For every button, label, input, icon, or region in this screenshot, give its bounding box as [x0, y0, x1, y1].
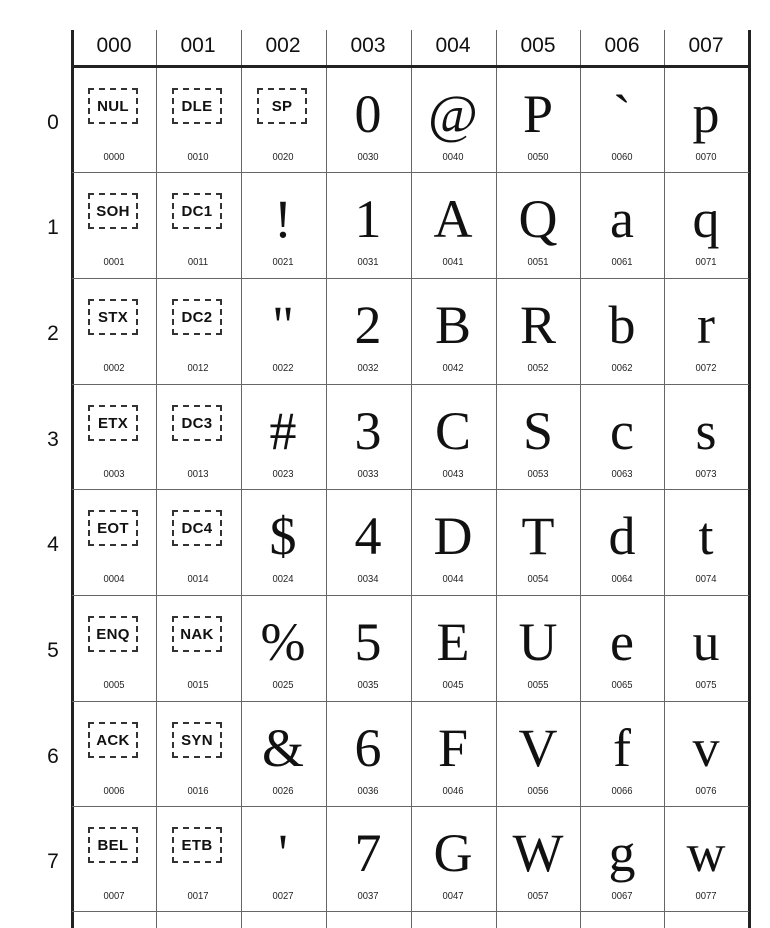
character-cell	[664, 489, 748, 594]
character-cell	[326, 806, 410, 911]
control-character-label: DC1	[172, 193, 222, 229]
control-character-label: BEL	[88, 827, 138, 863]
code-point: 0073	[695, 468, 717, 480]
character-cell	[411, 278, 495, 383]
column-header: 002	[265, 34, 301, 57]
character-cell	[664, 701, 748, 806]
code-point: 0007	[103, 890, 125, 902]
grid-line-horizontal	[72, 278, 749, 279]
character-cell	[156, 172, 240, 277]
control-character-label: STX	[88, 299, 138, 335]
column-header: 005	[520, 34, 556, 57]
code-point: 0037	[357, 890, 379, 902]
code-point: 0071	[695, 256, 717, 268]
code-point: 0076	[695, 785, 717, 797]
code-point: 0066	[611, 785, 633, 797]
code-point: 0013	[187, 468, 209, 480]
character-glyph: q	[692, 189, 720, 249]
character-glyph: c	[610, 401, 634, 461]
row-header: 6	[47, 745, 59, 768]
character-cell	[156, 806, 240, 911]
code-point: 0004	[103, 573, 125, 585]
character-glyph: &	[261, 718, 304, 778]
character-glyph: 4	[354, 506, 382, 566]
grid-line-horizontal	[72, 489, 749, 490]
code-point: 0074	[695, 573, 717, 585]
code-point: 0043	[442, 468, 464, 480]
character-cell	[156, 278, 240, 383]
character-cell	[326, 384, 410, 489]
character-glyph: C	[434, 401, 472, 461]
code-point: 0040	[442, 151, 464, 163]
character-cell	[496, 278, 580, 383]
character-glyph: d	[608, 506, 636, 566]
character-cell	[580, 172, 664, 277]
code-point: 0052	[527, 362, 549, 374]
character-glyph: F	[437, 718, 469, 778]
code-point: 0057	[527, 890, 549, 902]
code-point: 0044	[442, 573, 464, 585]
control-character-label: ACK	[88, 722, 138, 758]
code-point: 0045	[442, 679, 464, 691]
character-cell	[664, 278, 748, 383]
control-character-label: SP	[257, 88, 307, 124]
character-glyph: Q	[518, 189, 558, 249]
column-header: 007	[688, 34, 724, 57]
grid-line-horizontal	[72, 595, 749, 596]
character-cell	[496, 489, 580, 594]
character-cell	[580, 384, 664, 489]
character-glyph: 5	[354, 612, 382, 672]
code-point: 0022	[272, 362, 294, 374]
code-point: 0017	[187, 890, 209, 902]
code-point: 0023	[272, 468, 294, 480]
code-point: 0061	[611, 256, 633, 268]
code-point: 0046	[442, 785, 464, 797]
character-cell	[496, 595, 580, 700]
character-cell	[496, 67, 580, 172]
row-header: 0	[47, 111, 59, 134]
character-cell	[241, 384, 325, 489]
character-cell	[72, 489, 156, 594]
character-cell	[496, 172, 580, 277]
character-glyph: w	[686, 823, 726, 883]
character-cell	[496, 806, 580, 911]
grid-line-vertical	[326, 30, 327, 928]
character-cell	[664, 595, 748, 700]
character-cell	[326, 701, 410, 806]
row-header: 4	[47, 533, 59, 556]
row-header: 7	[47, 850, 59, 873]
code-point: 0027	[272, 890, 294, 902]
character-cell	[241, 595, 325, 700]
grid-line-vertical	[156, 30, 157, 928]
character-glyph: G	[433, 823, 473, 883]
character-cell	[241, 489, 325, 594]
character-glyph: E	[436, 612, 470, 672]
character-glyph: r	[697, 295, 715, 355]
character-cell	[411, 172, 495, 277]
character-glyph: b	[608, 295, 636, 355]
character-cell	[72, 172, 156, 277]
character-cell	[411, 67, 495, 172]
character-cell	[241, 278, 325, 383]
code-point: 0031	[357, 256, 379, 268]
character-glyph: 6	[354, 718, 382, 778]
character-cell	[580, 278, 664, 383]
code-point: 0051	[527, 256, 549, 268]
code-point: 0005	[103, 679, 125, 691]
character-glyph: `	[613, 84, 631, 144]
character-glyph: R	[519, 295, 557, 355]
code-point: 0050	[527, 151, 549, 163]
code-point: 0067	[611, 890, 633, 902]
control-character-label: ETB	[172, 827, 222, 863]
character-cell	[326, 595, 410, 700]
control-character-label: DC4	[172, 510, 222, 546]
code-point: 0003	[103, 468, 125, 480]
character-glyph: "	[271, 295, 295, 355]
code-point: 0072	[695, 362, 717, 374]
character-glyph: S	[522, 401, 554, 461]
code-point: 0070	[695, 151, 717, 163]
character-cell	[580, 595, 664, 700]
grid-line-horizontal	[72, 65, 749, 68]
character-glyph: '	[278, 823, 288, 883]
character-glyph: 1	[354, 189, 382, 249]
character-glyph: 2	[354, 295, 382, 355]
character-glyph: A	[433, 189, 473, 249]
character-cell	[72, 701, 156, 806]
character-cell	[580, 489, 664, 594]
character-cell	[241, 172, 325, 277]
character-cell	[72, 67, 156, 172]
character-cell	[156, 701, 240, 806]
character-cell	[241, 701, 325, 806]
character-cell	[580, 701, 664, 806]
column-header: 006	[604, 34, 640, 57]
character-cell	[411, 806, 495, 911]
code-point: 0042	[442, 362, 464, 374]
column-header: 000	[96, 34, 132, 57]
row-header: 3	[47, 428, 59, 451]
grid-line-vertical	[71, 30, 74, 928]
code-point: 0056	[527, 785, 549, 797]
character-cell	[72, 595, 156, 700]
character-cell	[664, 806, 748, 911]
character-cell	[580, 806, 664, 911]
code-point: 0035	[357, 679, 379, 691]
character-cell	[496, 384, 580, 489]
code-point: 0000	[103, 151, 125, 163]
grid-line-horizontal	[72, 806, 749, 807]
character-cell	[580, 67, 664, 172]
code-point: 0030	[357, 151, 379, 163]
character-glyph: u	[692, 612, 720, 672]
code-point: 0075	[695, 679, 717, 691]
control-character-label: DC2	[172, 299, 222, 335]
code-point: 0016	[187, 785, 209, 797]
character-cell	[664, 67, 748, 172]
row-header: 5	[47, 639, 59, 662]
character-glyph: #	[269, 401, 297, 461]
control-character-label: SYN	[172, 722, 222, 758]
character-glyph: 3	[354, 401, 382, 461]
control-character-label: SOH	[88, 193, 138, 229]
control-character-label: NAK	[172, 616, 222, 652]
character-glyph: U	[518, 612, 558, 672]
code-point: 0006	[103, 785, 125, 797]
character-glyph: g	[608, 823, 636, 883]
character-glyph: P	[522, 84, 554, 144]
code-point: 0047	[442, 890, 464, 902]
character-cell	[156, 489, 240, 594]
character-glyph: p	[692, 84, 720, 144]
column-header: 001	[180, 34, 216, 57]
character-cell	[72, 278, 156, 383]
character-glyph: B	[434, 295, 472, 355]
grid-line-vertical	[241, 30, 242, 928]
character-glyph: a	[610, 189, 634, 249]
character-glyph: t	[698, 506, 714, 566]
grid-line-horizontal	[72, 911, 749, 912]
character-cell	[72, 806, 156, 911]
character-cell	[664, 172, 748, 277]
character-glyph: %	[260, 612, 306, 672]
grid-line-horizontal	[72, 384, 749, 385]
code-point: 0020	[272, 151, 294, 163]
character-cell	[72, 384, 156, 489]
code-point: 0077	[695, 890, 717, 902]
character-cell	[411, 701, 495, 806]
character-glyph: 7	[354, 823, 382, 883]
grid-line-horizontal	[72, 701, 749, 702]
grid-line-vertical	[580, 30, 581, 928]
code-point: 0002	[103, 362, 125, 374]
grid-line-horizontal	[72, 172, 749, 173]
character-glyph: s	[695, 401, 717, 461]
grid-line-vertical	[496, 30, 497, 928]
code-point: 0041	[442, 256, 464, 268]
code-point: 0053	[527, 468, 549, 480]
character-glyph: v	[692, 718, 720, 778]
row-header: 2	[47, 322, 59, 345]
control-character-label: NUL	[88, 88, 138, 124]
character-glyph: T	[521, 506, 555, 566]
column-header: 004	[435, 34, 471, 57]
code-point: 0036	[357, 785, 379, 797]
character-cell	[326, 489, 410, 594]
code-point: 0024	[272, 573, 294, 585]
character-cell	[156, 384, 240, 489]
code-point: 0055	[527, 679, 549, 691]
code-point: 0014	[187, 573, 209, 585]
character-cell	[241, 67, 325, 172]
character-cell	[326, 278, 410, 383]
code-point: 0054	[527, 573, 549, 585]
grid-line-vertical	[664, 30, 665, 928]
code-point: 0011	[187, 256, 209, 268]
code-point: 0015	[187, 679, 209, 691]
character-glyph: @	[428, 84, 478, 144]
code-point: 0032	[357, 362, 379, 374]
code-point: 0065	[611, 679, 633, 691]
character-glyph: !	[274, 189, 292, 249]
row-header: 1	[47, 216, 59, 239]
code-point: 0026	[272, 785, 294, 797]
code-point: 0062	[611, 362, 633, 374]
control-character-label: ETX	[88, 405, 138, 441]
grid-line-vertical	[411, 30, 412, 928]
code-point: 0033	[357, 468, 379, 480]
code-point: 0021	[272, 256, 294, 268]
code-point: 0064	[611, 573, 633, 585]
character-cell	[326, 67, 410, 172]
character-glyph: W	[512, 823, 564, 883]
character-glyph: 0	[354, 84, 382, 144]
character-cell	[241, 806, 325, 911]
character-cell	[156, 67, 240, 172]
control-character-label: ENQ	[88, 616, 138, 652]
character-glyph: $	[269, 506, 297, 566]
character-cell	[664, 384, 748, 489]
column-header: 003	[350, 34, 386, 57]
character-cell	[496, 701, 580, 806]
code-point: 0025	[272, 679, 294, 691]
character-cell	[411, 489, 495, 594]
control-character-label: DLE	[172, 88, 222, 124]
character-glyph: V	[518, 718, 558, 778]
code-point: 0012	[187, 362, 209, 374]
code-point: 0001	[103, 256, 125, 268]
code-point: 0034	[357, 573, 379, 585]
character-cell	[411, 384, 495, 489]
grid-line-vertical	[748, 30, 751, 928]
code-point: 0010	[187, 151, 209, 163]
control-character-label: DC3	[172, 405, 222, 441]
character-glyph: e	[610, 612, 634, 672]
character-glyph: f	[613, 718, 631, 778]
code-point: 0063	[611, 468, 633, 480]
character-glyph: D	[433, 506, 473, 566]
character-cell	[326, 172, 410, 277]
character-cell	[411, 595, 495, 700]
character-cell	[156, 595, 240, 700]
code-point: 0060	[611, 151, 633, 163]
control-character-label: EOT	[88, 510, 138, 546]
